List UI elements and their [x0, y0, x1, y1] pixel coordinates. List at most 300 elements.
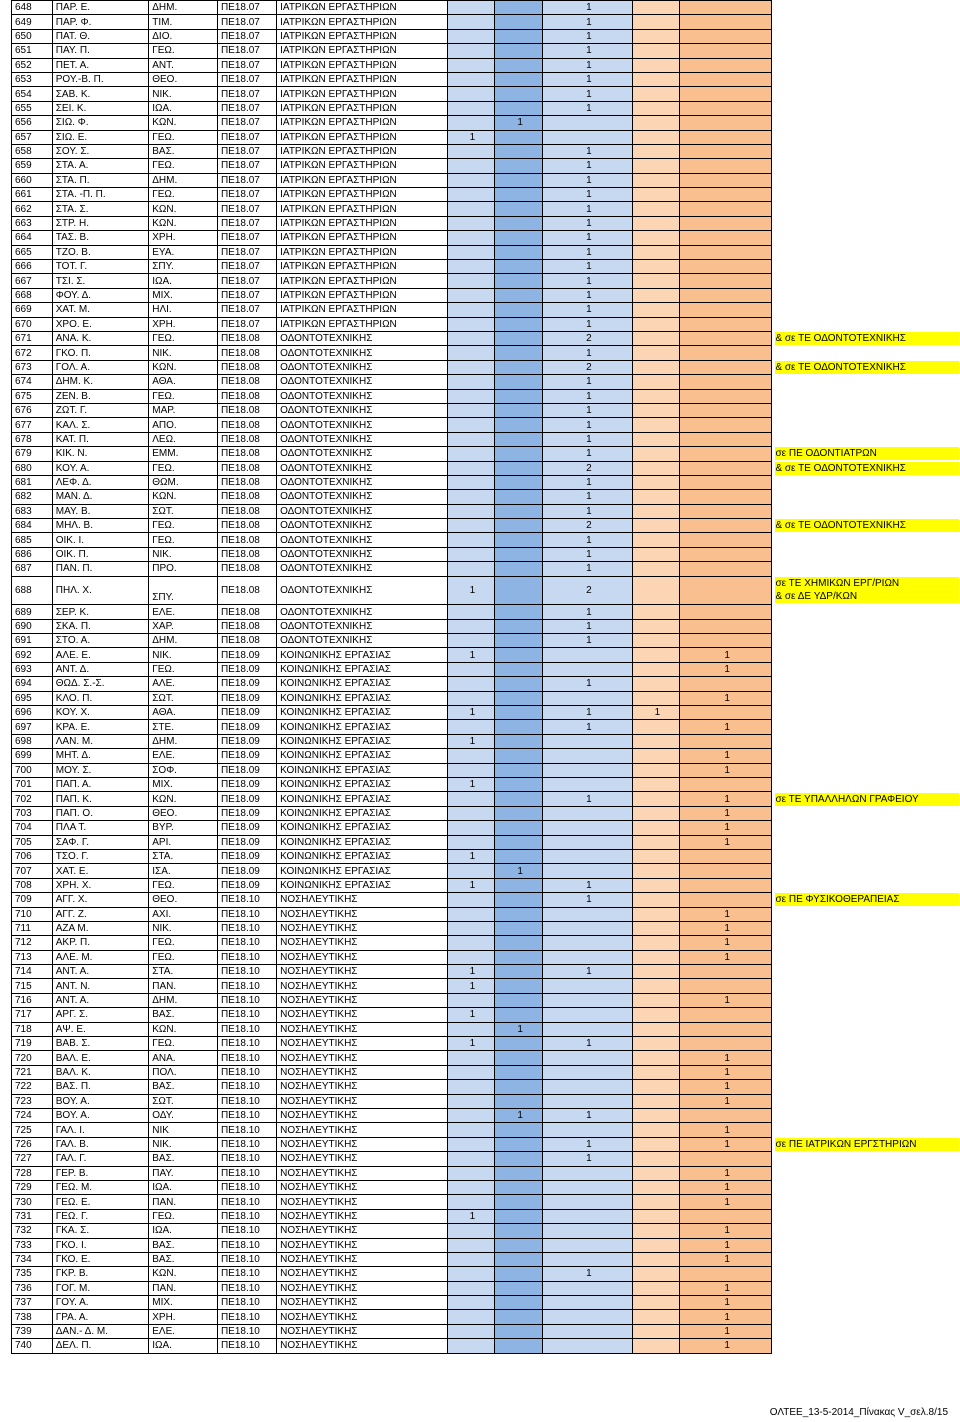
cell-col-a [447, 1, 495, 15]
cell-specialty-code: ΠΕ18.09 [217, 778, 276, 792]
cell-father-name: ΓΕΩ. [149, 461, 218, 475]
cell-col-d [632, 504, 679, 518]
cell-note [772, 547, 960, 561]
cell-surname: ΤΑΣ. Β. [52, 231, 148, 245]
table-row [12, 375, 960, 389]
cell-surname: ΧΡΟ. Ε. [52, 317, 148, 331]
cell-row-number: 671 [12, 331, 53, 345]
cell-col-d [632, 216, 679, 230]
cell-note [772, 245, 960, 259]
cell-specialty-code: ΠΕ18.08 [217, 447, 276, 461]
cell-surname: ΑΖΑ Μ. [52, 921, 148, 935]
cell-specialty-name: ΙΑΤΡΙΚΩΝ ΕΡΓΑΣΤΗΡΙΩΝ [277, 216, 447, 230]
cell-col-c [542, 778, 632, 792]
cell-col-c [542, 1008, 632, 1022]
table-row [12, 360, 960, 374]
cell-specialty-code: ΠΕ18.08 [217, 619, 276, 633]
cell-specialty-code: ΠΕ18.07 [217, 288, 276, 302]
cell-col-d [632, 691, 679, 705]
cell-col-b [495, 29, 543, 43]
cell-col-c [542, 821, 632, 835]
cell-col-b [495, 1238, 543, 1252]
cell-father-name: ΑΛΕ. [149, 677, 218, 691]
table-row [12, 245, 960, 259]
cell-col-a [447, 907, 495, 921]
cell-col-c: 1 [542, 389, 632, 403]
cell-col-e: 1 [679, 821, 772, 835]
cell-surname: ΠΑΝ. Π. [52, 562, 148, 576]
cell-col-b [495, 835, 543, 849]
cell-col-d [632, 778, 679, 792]
table-row [12, 303, 960, 317]
cell-note [772, 1008, 960, 1022]
cell-col-d [632, 1238, 679, 1252]
cell-col-a [447, 1051, 495, 1065]
cell-surname: ΣΤΑ. Σ. [52, 202, 148, 216]
cell-note [772, 260, 960, 274]
table-row [12, 519, 960, 533]
cell-col-b [495, 1123, 543, 1137]
cell-specialty-name: ΝΟΣΗΛΕΥΤΙΚΗΣ [277, 936, 447, 950]
cell-note [772, 1123, 960, 1137]
cell-col-b [495, 648, 543, 662]
table-row [12, 806, 960, 820]
cell-row-number: 714 [12, 965, 53, 979]
cell-surname: ΣΤΟ. Α. [52, 634, 148, 648]
cell-col-c: 1 [542, 173, 632, 187]
cell-note [772, 662, 960, 676]
cell-specialty-name: ΝΟΣΗΛΕΥΤΙΚΗΣ [277, 950, 447, 964]
cell-father-name: ΝΙΚ [149, 1123, 218, 1137]
table-row [12, 634, 960, 648]
cell-specialty-name: ΝΟΣΗΛΕΥΤΙΚΗΣ [277, 1267, 447, 1281]
cell-col-b [495, 72, 543, 86]
cell-specialty-name: ΟΔΟΝΤΟΤΕΧΝΙΚΗΣ [277, 547, 447, 561]
cell-col-d [632, 1108, 679, 1122]
cell-father-name: ΣΤΕ. [149, 720, 218, 734]
table-row [12, 1108, 960, 1122]
cell-father-name: ΑΡΙ. [149, 835, 218, 849]
cell-col-a [447, 288, 495, 302]
table-row [12, 216, 960, 230]
cell-row-number: 717 [12, 1008, 53, 1022]
cell-specialty-name: ΙΑΤΡΙΚΩΝ ΕΡΓΑΣΤΗΡΙΩΝ [277, 260, 447, 274]
cell-col-e [679, 44, 772, 58]
cell-row-number: 695 [12, 691, 53, 705]
cell-specialty-code: ΠΕ18.07 [217, 87, 276, 101]
cell-father-name: ΔΗΜ. [149, 634, 218, 648]
cell-specialty-name: ΙΑΤΡΙΚΩΝ ΕΡΓΑΣΤΗΡΙΩΝ [277, 44, 447, 58]
cell-col-c: 1 [542, 893, 632, 907]
cell-note [772, 504, 960, 518]
cell-col-d [632, 677, 679, 691]
cell-col-b [495, 1137, 543, 1151]
cell-col-e: 1 [679, 1051, 772, 1065]
table-row [12, 792, 960, 806]
cell-specialty-code: ΠΕ18.09 [217, 720, 276, 734]
cell-col-e [679, 734, 772, 748]
cell-note [772, 950, 960, 964]
cell-row-number: 722 [12, 1080, 53, 1094]
cell-specialty-name: ΟΔΟΝΤΟΤΕΧΝΙΚΗΣ [277, 519, 447, 533]
cell-col-a [447, 749, 495, 763]
cell-col-a [447, 403, 495, 417]
cell-specialty-name: ΟΔΟΝΤΟΤΕΧΝΙΚΗΣ [277, 634, 447, 648]
cell-specialty-code: ΠΕ18.10 [217, 1267, 276, 1281]
cell-specialty-name: ΝΟΣΗΛΕΥΤΙΚΗΣ [277, 1137, 447, 1151]
cell-surname: ΓΡΑ. Α. [52, 1310, 148, 1324]
cell-note [772, 58, 960, 72]
cell-col-c: 2 [542, 360, 632, 374]
cell-father-name: ΒΑΣ. [149, 1238, 218, 1252]
cell-col-a [447, 490, 495, 504]
cell-col-c [542, 1238, 632, 1252]
cell-father-name: ΚΩΝ. [149, 490, 218, 504]
table-row [12, 878, 960, 892]
cell-row-number: 684 [12, 519, 53, 533]
cell-col-a [447, 1180, 495, 1194]
cell-father-name: ΓΕΩ. [149, 188, 218, 202]
table-row [12, 720, 960, 734]
table-row [12, 331, 960, 345]
cell-row-number: 738 [12, 1310, 53, 1324]
cell-col-e [679, 519, 772, 533]
cell-col-c [542, 806, 632, 820]
cell-col-c [542, 1224, 632, 1238]
cell-col-d [632, 159, 679, 173]
cell-specialty-name: ΟΔΟΝΤΟΤΕΧΝΙΚΗΣ [277, 375, 447, 389]
cell-father-name: ΚΩΝ. [149, 792, 218, 806]
cell-row-number: 656 [12, 116, 53, 130]
cell-col-a [447, 1080, 495, 1094]
cell-father-name: ΒΑΣ. [149, 1008, 218, 1022]
cell-col-d [632, 1209, 679, 1223]
cell-col-b: 1 [495, 1108, 543, 1122]
cell-row-number: 707 [12, 864, 53, 878]
cell-row-number: 735 [12, 1267, 53, 1281]
cell-father-name: ΠΑΝ. [149, 1281, 218, 1295]
cell-father-name: ΘΕΟ. [149, 72, 218, 86]
cell-col-e [679, 432, 772, 446]
cell-row-number: 670 [12, 317, 53, 331]
cell-col-d [632, 1080, 679, 1094]
cell-father-name: ΓΕΩ. [149, 1037, 218, 1051]
cell-specialty-code: ΠΕ18.08 [217, 605, 276, 619]
table-row [12, 547, 960, 561]
cell-specialty-name: ΝΟΣΗΛΕΥΤΙΚΗΣ [277, 993, 447, 1007]
cell-col-b [495, 878, 543, 892]
table-row [12, 173, 960, 187]
cell-surname: ΠΗΛ. Χ. [52, 576, 148, 605]
cell-note [772, 1, 960, 15]
cell-note [772, 1022, 960, 1036]
table-row [12, 1051, 960, 1065]
cell-row-number: 692 [12, 648, 53, 662]
table-row [12, 921, 960, 935]
cell-row-number: 690 [12, 619, 53, 633]
cell-col-b [495, 504, 543, 518]
cell-col-a [447, 993, 495, 1007]
cell-specialty-code: ΠΕ18.09 [217, 849, 276, 863]
cell-note [772, 1310, 960, 1324]
cell-surname: ΚΑΛ. Σ. [52, 418, 148, 432]
cell-father-name: ΛΕΩ. [149, 432, 218, 446]
cell-col-b: 1 [495, 864, 543, 878]
cell-specialty-name: ΝΟΣΗΛΕΥΤΙΚΗΣ [277, 1238, 447, 1252]
cell-col-b [495, 360, 543, 374]
cell-specialty-code: ΠΕ18.07 [217, 188, 276, 202]
cell-note [772, 979, 960, 993]
cell-specialty-code: ΠΕ18.10 [217, 1080, 276, 1094]
cell-surname: ΓΟΓ. Μ. [52, 1281, 148, 1295]
cell-col-d [632, 72, 679, 86]
cell-specialty-code: ΠΕ18.09 [217, 806, 276, 820]
cell-row-number: 736 [12, 1281, 53, 1295]
table-row [12, 864, 960, 878]
cell-col-c [542, 1166, 632, 1180]
cell-surname: ΠΑΡ. Φ. [52, 15, 148, 29]
cell-father-name: ΧΡΗ. [149, 231, 218, 245]
cell-specialty-code: ΠΕ18.09 [217, 662, 276, 676]
cell-row-number: 725 [12, 1123, 53, 1137]
cell-father-name: ΧΑΡ. [149, 619, 218, 633]
cell-col-c: 1 [542, 346, 632, 360]
page-footer: ΟΛΤΕΕ_13-5-2014_Πίνακας V_σελ.8/15 [769, 1407, 948, 1418]
table-row [12, 734, 960, 748]
cell-specialty-code: ΠΕ18.07 [217, 216, 276, 230]
cell-surname: ΑΛΕ. Μ. [52, 950, 148, 964]
cell-note: & σε ΤΕ ΟΔΟΝΤΟΤΕΧΝΙΚΗΣ [772, 519, 960, 533]
cell-col-e [679, 706, 772, 720]
cell-specialty-code: ΠΕ18.08 [217, 360, 276, 374]
cell-row-number: 687 [12, 562, 53, 576]
cell-col-e: 1 [679, 1123, 772, 1137]
cell-col-c: 1 [542, 216, 632, 230]
cell-specialty-code: ΠΕ18.08 [217, 346, 276, 360]
cell-col-b [495, 461, 543, 475]
cell-specialty-code: ΠΕ18.10 [217, 1065, 276, 1079]
cell-col-e [679, 849, 772, 863]
cell-specialty-code: ΠΕ18.07 [217, 44, 276, 58]
cell-row-number: 702 [12, 792, 53, 806]
cell-specialty-name: ΝΟΣΗΛΕΥΤΙΚΗΣ [277, 1166, 447, 1180]
cell-col-e [679, 173, 772, 187]
cell-note [772, 907, 960, 921]
cell-col-b [495, 130, 543, 144]
cell-note [772, 389, 960, 403]
cell-note [772, 533, 960, 547]
cell-col-b [495, 720, 543, 734]
cell-father-name: ΜΑΡ. [149, 403, 218, 417]
cell-col-b [495, 792, 543, 806]
cell-col-e [679, 576, 772, 605]
cell-note [772, 605, 960, 619]
cell-col-e: 1 [679, 835, 772, 849]
cell-specialty-name: ΚΟΙΝΩΝΙΚΗΣ ΕΡΓΑΣΙΑΣ [277, 734, 447, 748]
cell-row-number: 728 [12, 1166, 53, 1180]
cell-specialty-name: ΙΑΤΡΙΚΩΝ ΕΡΓΑΣΤΗΡΙΩΝ [277, 245, 447, 259]
cell-note [772, 432, 960, 446]
cell-col-e [679, 418, 772, 432]
cell-surname: ΣΤΡ. Η. [52, 216, 148, 230]
cell-note [772, 130, 960, 144]
cell-father-name: ΔΗΜ. [149, 993, 218, 1007]
cell-note [772, 475, 960, 489]
cell-col-d [632, 1094, 679, 1108]
cell-col-b [495, 216, 543, 230]
cell-col-a: 1 [447, 1037, 495, 1051]
cell-specialty-code: ΠΕ18.07 [217, 58, 276, 72]
cell-specialty-code: ΠΕ18.08 [217, 461, 276, 475]
cell-specialty-code: ΠΕ18.09 [217, 691, 276, 705]
cell-father-name: ΙΣΑ. [149, 864, 218, 878]
cell-col-b [495, 274, 543, 288]
cell-col-b [495, 1008, 543, 1022]
cell-col-e [679, 58, 772, 72]
cell-col-a [447, 216, 495, 230]
cell-col-a: 1 [447, 734, 495, 748]
cell-col-b [495, 1209, 543, 1223]
cell-col-c [542, 921, 632, 935]
cell-specialty-name: ΚΟΙΝΩΝΙΚΗΣ ΕΡΓΑΣΙΑΣ [277, 648, 447, 662]
cell-note [772, 1094, 960, 1108]
cell-col-c [542, 907, 632, 921]
cell-note [772, 1152, 960, 1166]
cell-row-number: 689 [12, 605, 53, 619]
cell-surname: ΓΕΩ. Γ. [52, 1209, 148, 1223]
cell-father-name: ΚΩΝ. [149, 202, 218, 216]
cell-note [772, 1080, 960, 1094]
cell-row-number: 705 [12, 835, 53, 849]
table-row [12, 260, 960, 274]
cell-surname: ΜΟΥ. Σ. [52, 763, 148, 777]
table-row [12, 907, 960, 921]
cell-note [772, 562, 960, 576]
cell-surname: ΣΚΑ. Π. [52, 619, 148, 633]
cell-specialty-code: ΠΕ18.08 [217, 634, 276, 648]
cell-col-b [495, 1, 543, 15]
table-row [12, 619, 960, 633]
cell-row-number: 698 [12, 734, 53, 748]
cell-row-number: 732 [12, 1224, 53, 1238]
table-row [12, 1, 960, 15]
cell-specialty-code: ΠΕ18.10 [217, 1195, 276, 1209]
table-row [12, 274, 960, 288]
cell-note [772, 1180, 960, 1194]
cell-col-e [679, 893, 772, 907]
cell-col-e [679, 360, 772, 374]
table-row [12, 691, 960, 705]
cell-note [772, 216, 960, 230]
cell-col-c: 1 [542, 144, 632, 158]
cell-father-name: ΘΩΜ. [149, 475, 218, 489]
cell-row-number: 648 [12, 1, 53, 15]
cell-specialty-code: ΠΕ18.07 [217, 202, 276, 216]
cell-surname: ΦΟΥ. Δ. [52, 288, 148, 302]
cell-col-d [632, 893, 679, 907]
cell-note [772, 849, 960, 863]
cell-col-d [632, 619, 679, 633]
cell-col-d [632, 605, 679, 619]
cell-col-a [447, 1324, 495, 1338]
cell-specialty-name: ΚΟΙΝΩΝΙΚΗΣ ΕΡΓΑΣΙΑΣ [277, 763, 447, 777]
cell-specialty-name: ΚΟΙΝΩΝΙΚΗΣ ΕΡΓΑΣΙΑΣ [277, 691, 447, 705]
cell-row-number: 675 [12, 389, 53, 403]
cell-surname: ΧΡΗ. Χ. [52, 878, 148, 892]
cell-specialty-name: ΟΔΟΝΤΟΤΕΧΝΙΚΗΣ [277, 576, 447, 605]
cell-col-a [447, 173, 495, 187]
cell-col-e [679, 1, 772, 15]
cell-col-b [495, 331, 543, 345]
cell-col-d [632, 346, 679, 360]
cell-col-d [632, 821, 679, 835]
cell-col-e: 1 [679, 1080, 772, 1094]
cell-col-d [632, 288, 679, 302]
cell-row-number: 723 [12, 1094, 53, 1108]
cell-col-e [679, 619, 772, 633]
cell-specialty-code: ΠΕ18.07 [217, 116, 276, 130]
cell-col-e [679, 87, 772, 101]
cell-col-d [632, 389, 679, 403]
cell-surname: ΠΛΑ Τ. [52, 821, 148, 835]
cell-row-number: 740 [12, 1339, 53, 1353]
cell-col-b [495, 1065, 543, 1079]
cell-note [772, 87, 960, 101]
cell-col-a [447, 864, 495, 878]
cell-col-c: 1 [542, 1267, 632, 1281]
cell-col-d [632, 634, 679, 648]
cell-col-a [447, 159, 495, 173]
cell-row-number: 663 [12, 216, 53, 230]
cell-father-name: ΚΩΝ. [149, 116, 218, 130]
cell-col-c: 1 [542, 547, 632, 561]
cell-col-c: 1 [542, 260, 632, 274]
cell-col-e [679, 1267, 772, 1281]
cell-col-e [679, 331, 772, 345]
cell-col-d [632, 116, 679, 130]
cell-note [772, 1324, 960, 1338]
cell-surname: ΓΕΩ. Ε. [52, 1195, 148, 1209]
cell-surname: ΣΙΩ. Φ. [52, 116, 148, 130]
cell-specialty-name: ΝΟΣΗΛΕΥΤΙΚΗΣ [277, 1065, 447, 1079]
cell-father-name: ΓΕΩ. [149, 936, 218, 950]
table-row [12, 159, 960, 173]
cell-col-c [542, 1022, 632, 1036]
cell-specialty-code: ΠΕ18.07 [217, 29, 276, 43]
cell-father-name: ΜΙΧ. [149, 288, 218, 302]
cell-row-number: 724 [12, 1108, 53, 1122]
cell-father-name: ΙΩΑ. [149, 101, 218, 115]
cell-col-d [632, 1339, 679, 1353]
cell-col-d [632, 375, 679, 389]
cell-col-e [679, 490, 772, 504]
cell-col-b [495, 921, 543, 935]
cell-col-e: 1 [679, 1339, 772, 1353]
cell-col-d [632, 87, 679, 101]
cell-specialty-name: ΙΑΤΡΙΚΩΝ ΕΡΓΑΣΤΗΡΙΩΝ [277, 274, 447, 288]
table-row [12, 389, 960, 403]
cell-col-e [679, 547, 772, 561]
cell-col-b [495, 533, 543, 547]
table-row [12, 1022, 960, 1036]
table-row [12, 1195, 960, 1209]
cell-specialty-code: ΠΕ18.10 [217, 1037, 276, 1051]
cell-specialty-name: ΚΟΙΝΩΝΙΚΗΣ ΕΡΓΑΣΙΑΣ [277, 778, 447, 792]
cell-row-number: 709 [12, 893, 53, 907]
cell-surname: ΣΤΑ. -Π. Π. [52, 188, 148, 202]
cell-col-e [679, 216, 772, 230]
cell-surname: ΑΛΕ. Ε. [52, 648, 148, 662]
